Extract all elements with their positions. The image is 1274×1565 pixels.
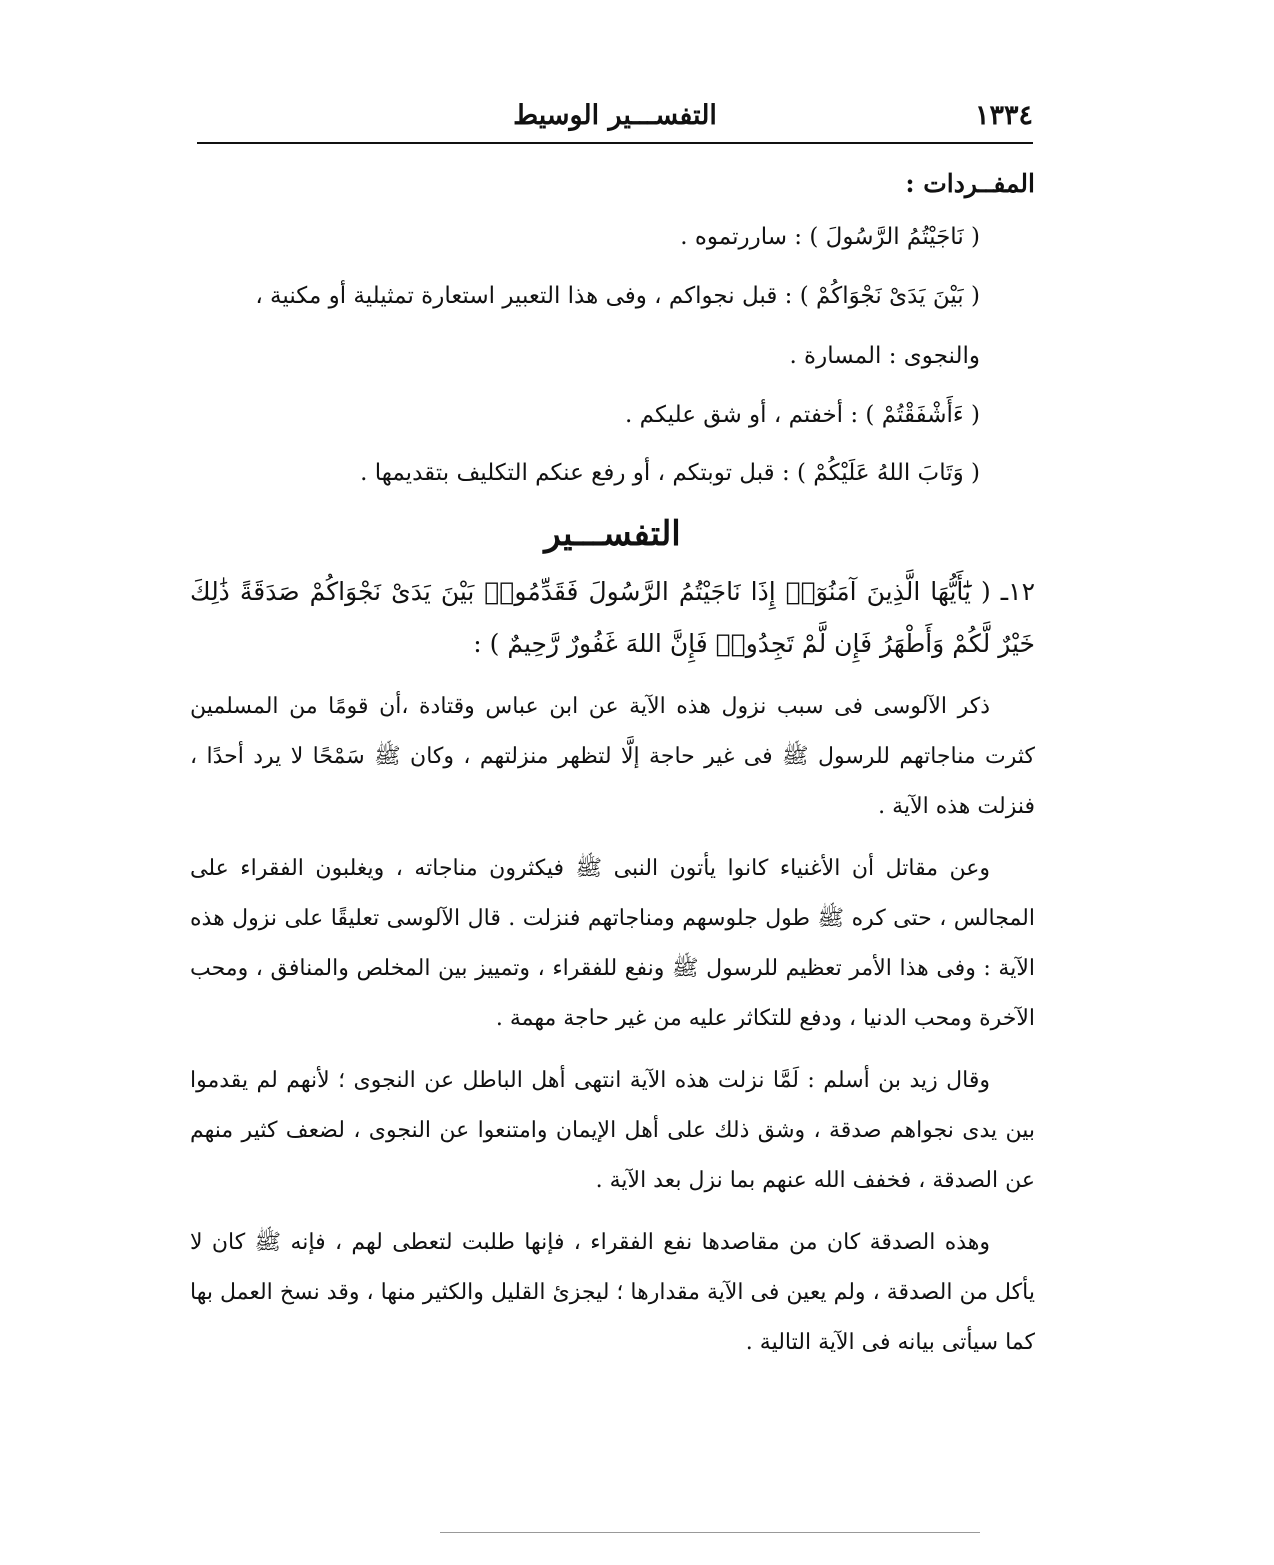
commentary-paragraph: وهذه الصدقة كان من مقاصدها نفع الفقراء ، فإنها طلبت لتعطى لهم ، فإنه ﷺ كان لا يأكل من الصدقة ، ولم يعين فى الآية مقدارها ؛ ليجزئ القليل والكثير منها ، وقد نسخ العمل بها كما سيأتى بيانه فى الآية التالية .	[190, 1230, 1035, 1355]
page-header	[197, 96, 1033, 140]
commentary-paragraph: ذكر الآلوسى فى سبب نزول هذه الآية عن ابن عباس وقتادة ،أن قومًا من المسلمين كثرت مناجاتهم للرسول ﷺ فى غير حاجة إلَّا لتظهر منزلتهم ، وكان ﷺ سَمْحًا لا يرد أحدًا ، فنزلت هذه الآية .	[190, 694, 1035, 819]
vocabulary-label: المفــردات :	[905, 169, 1035, 198]
vocabulary-list	[190, 208, 1035, 502]
commentary-paragraph: وقال زيد بن أسلم : لَمَّا نزلت هذه الآية انتهى أهل الباطل عن النجوى ؛ لأنهم لم يقدموا بين يدى نجواهم صدقة ، وشق ذلك على أهل الإيمان وامتنعوا عن النجوى ، لضعف كثير منهم عن الصدقة ، فخفف الله عنهم بما نزل بعد الآية .	[190, 1068, 1035, 1193]
vocabulary-item: ( وَتَابَ اللهُ عَلَيْكُمْ ) : قبل توبتكم ، أو رفع عنكم التكليف بتقديمها .	[360, 460, 980, 486]
vocabulary-item: ( ءَأَشْفَقْتُمْ ) : أخفتم ، أو شق عليكم .	[625, 402, 980, 428]
page-body	[190, 160, 1035, 1380]
quran-verse: ١٢ـ ( يَٰٓأَيُّهَا الَّذِينَ آمَنُوٓا۟ إِذَا نَاجَيْتُمُ الرَّسُولَ فَقَدِّمُوا۟ بَيْنَ يَدَىْ نَجْوَاكُمْ صَدَقَةً ذَٰلِكَ خَيْرٌ لَّكُمْ وَأَطْهَرُ فَإِن لَّمْ تَجِدُوا۟ فَإِنَّ اللهَ غَفُورٌ رَّحِيمٌ ) :	[190, 577, 1035, 658]
page-number: ١٣٣٤	[974, 100, 1033, 131]
header-rule	[197, 142, 1033, 144]
commentary-paragraph: وعن مقاتل أن الأغنياء كانوا يأتون النبى ﷺ فيكثرون مناجاته ، ويغلبون الفقراء على المجالس ، حتى كره ﷺ طول جلوسهم ومناجاتهم فنزلت . قال الآلوسى تعليقًا على نزول هذه الآية : وفى هذا الأمر تعظيم للرسول ﷺ ونفع للفقراء ، وتمييز بين المخلص والمنافق ، ومحب الآخرة ومحب الدنيا ، ودفع للتكاثر عليه من غير حاجة مهمة .	[190, 856, 1035, 1031]
vocabulary-item: ( نَاجَيْتُمُ الرَّسُولَ ) : ساررتموه .	[680, 224, 980, 250]
tafsir-heading: التفســـير	[544, 514, 681, 554]
running-title: التفســـير الوسيط	[513, 100, 717, 131]
vocabulary-item: ( بَيْنَ يَدَىْ نَجْوَاكُمْ ) : قبل نجواكم ، وفى هذا التعبير استعارة تمثيلية أو مكنية ، والنجوى : المسارة .	[255, 283, 980, 369]
footer-rule	[440, 1532, 980, 1533]
